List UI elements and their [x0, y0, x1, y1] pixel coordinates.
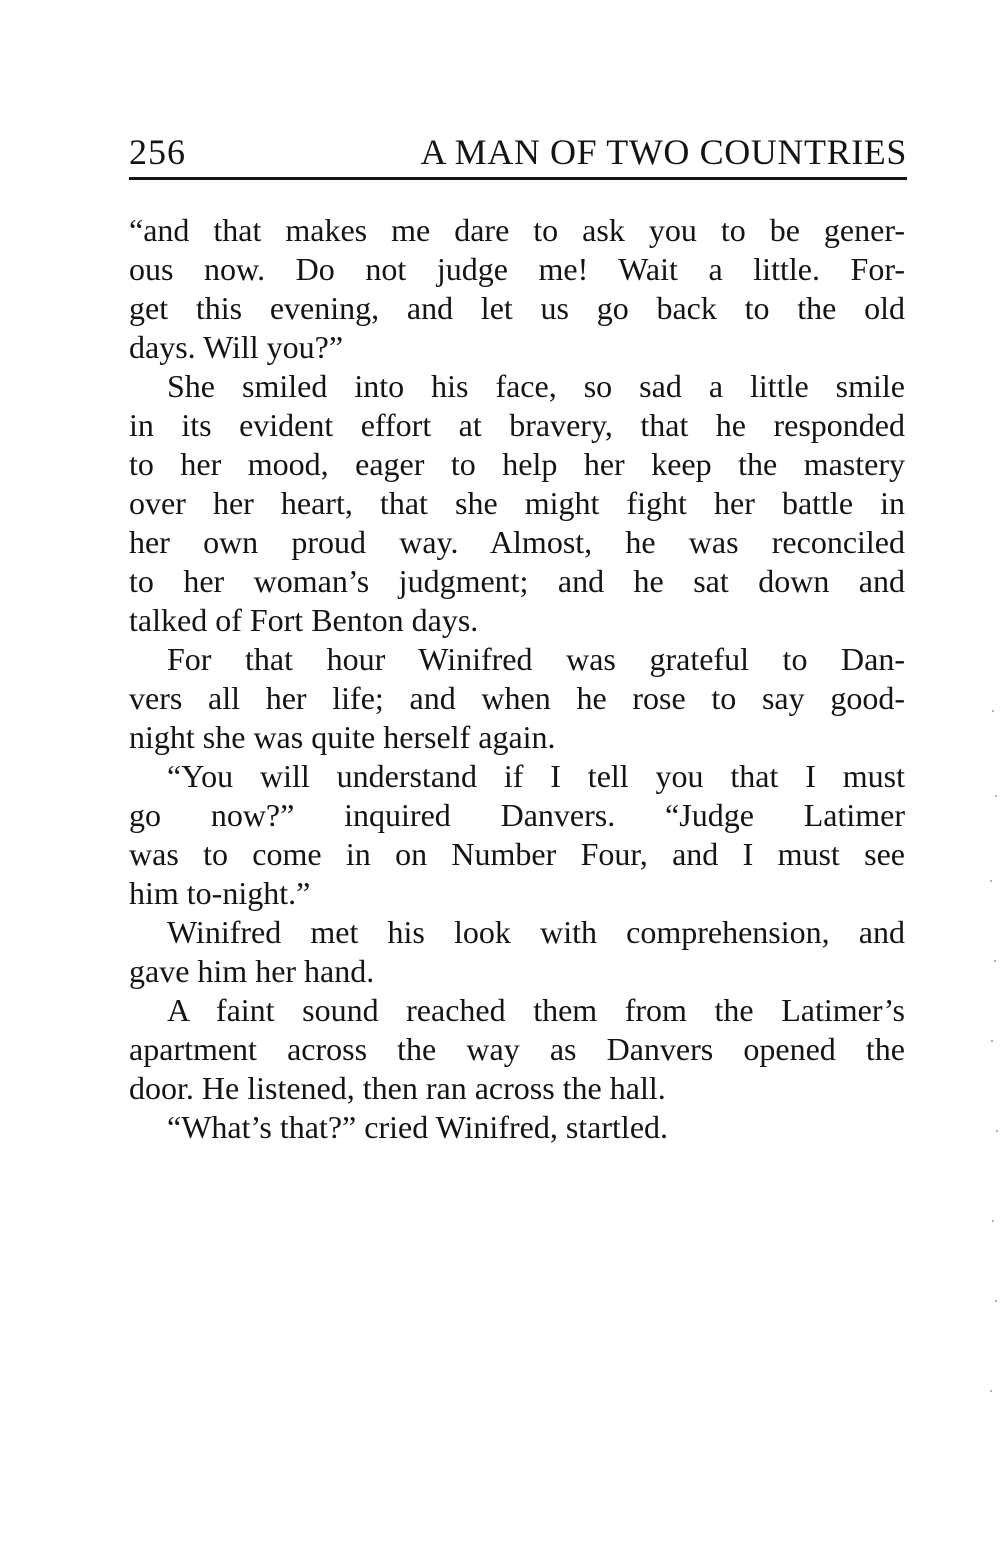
- text-line: get this evening, and let us go back to the old: [129, 290, 905, 326]
- text-line: apartment across the way as Danvers opened the: [129, 1031, 905, 1067]
- text-line: days. Will you?”: [129, 329, 344, 365]
- text-line: night she was quite herself again.: [129, 719, 556, 755]
- text-line: Winifred met his look with comprehension, and: [167, 914, 905, 950]
- text-line: “You will understand if I tell you that I must: [167, 758, 905, 794]
- body-text: [129, 211, 905, 1147]
- text-line: to her mood, eager to help her keep the mastery: [129, 446, 905, 482]
- running-title: A MAN OF TWO COUNTRIES: [420, 132, 907, 172]
- paragraph: [129, 1108, 905, 1147]
- text-line: “What’s that?” cried Winifred, startled.: [167, 1109, 669, 1145]
- text-line: talked of Fort Benton days.: [129, 602, 479, 638]
- text-line: She smiled into his face, so sad a little smile: [167, 368, 905, 404]
- paragraph: [129, 991, 905, 1108]
- text-line: was to come in on Number Four, and I must see: [129, 836, 905, 872]
- text-line: door. He listened, then ran across the hall.: [129, 1070, 666, 1106]
- paragraph: [129, 367, 905, 640]
- page-edge-specks: [986, 700, 1000, 1460]
- paragraph: [129, 913, 905, 991]
- text-line: gave him her hand.: [129, 953, 375, 989]
- text-line: “and that makes me dare to ask you to be gener-: [129, 212, 905, 248]
- text-line: in its evident effort at bravery, that he responded: [129, 407, 905, 443]
- header-rule: [129, 177, 907, 180]
- text-line: For that hour Winifred was grateful to Dan-: [167, 641, 905, 677]
- text-line: over her heart, that she might fight her battle in: [129, 485, 905, 521]
- paragraph: [129, 211, 905, 367]
- text-line: A faint sound reached them from the Latimer’s: [167, 992, 905, 1028]
- running-head: [129, 128, 907, 176]
- paragraph: [129, 640, 905, 757]
- text-line: her own proud way. Almost, he was reconciled: [129, 524, 905, 560]
- page-number: 256: [129, 132, 186, 172]
- text-line: him to-night.”: [129, 875, 311, 911]
- paragraph: [129, 757, 905, 913]
- text-line: go now?” inquired Danvers. “Judge Latimer: [129, 797, 905, 833]
- text-line: ous now. Do not judge me! Wait a little. For-: [129, 251, 905, 287]
- text-line: vers all her life; and when he rose to say good-: [129, 680, 905, 716]
- text-line: to her woman’s judgment; and he sat down and: [129, 563, 905, 599]
